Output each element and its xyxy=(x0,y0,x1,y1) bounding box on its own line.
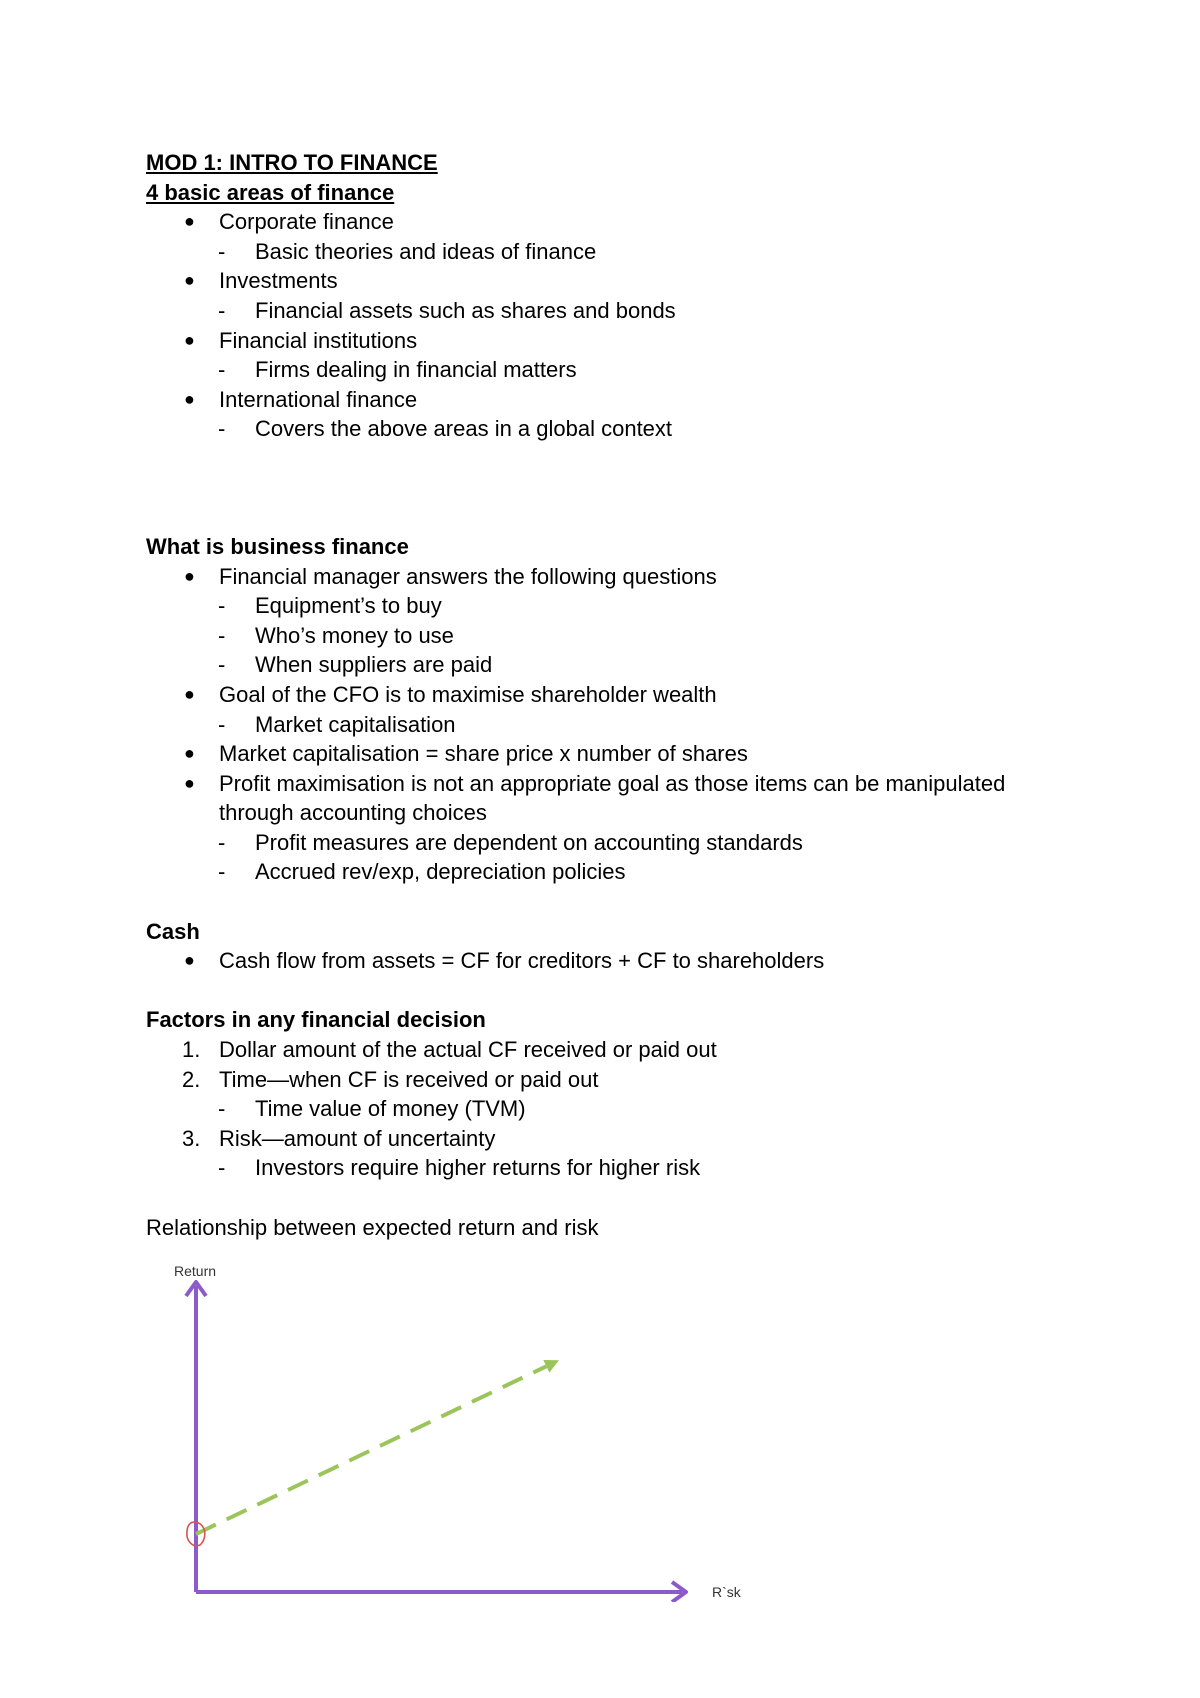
spacer xyxy=(146,1183,1066,1213)
dash-icon: - xyxy=(218,829,226,855)
sub-list-item: - Basic theories and ideas of finance xyxy=(146,237,1066,267)
sub-list-item: - Firms dealing in financial matters xyxy=(146,355,1066,385)
list-item: ● Cash flow from assets = CF for creditors + CF to shareholders xyxy=(146,946,1066,976)
dash-icon: - xyxy=(218,297,226,323)
sub-list-item: - Time value of money (TVM) xyxy=(146,1094,1066,1124)
list-item: ● Corporate finance xyxy=(146,207,1066,237)
dash-icon: - xyxy=(218,357,226,383)
list-item: ● Profit maximisation is not an appropriate goal as those items can be manipulated xyxy=(146,769,1066,799)
section-heading-factors: Factors in any financial decision xyxy=(146,1007,486,1033)
section-heading-basic-areas: 4 basic areas of finance xyxy=(146,179,395,205)
dash-icon: - xyxy=(218,622,226,648)
dash-icon: - xyxy=(218,1096,226,1122)
sub-list-item: - Financial assets such as shares and bonds xyxy=(146,296,1066,326)
risk-return-chart xyxy=(160,1262,760,1602)
bullet-icon: ● xyxy=(184,270,195,291)
number-marker: 3. xyxy=(182,1125,201,1151)
dash-icon: - xyxy=(218,238,226,264)
bullet-icon: ● xyxy=(184,565,195,586)
page-title: MOD 1: INTRO TO FINANCE xyxy=(146,150,438,175)
bullet-icon: ● xyxy=(184,950,195,971)
list-item: ● Financial manager answers the following questions xyxy=(146,562,1066,592)
spacer xyxy=(146,444,1066,532)
document-body xyxy=(146,148,1066,1242)
bullet-icon: ● xyxy=(184,388,195,409)
sub-list-item: - Investors require higher returns for higher risk xyxy=(146,1153,1066,1183)
y-axis-label: Return xyxy=(174,1263,217,1279)
dash-icon: - xyxy=(218,652,226,678)
sub-list-item: - Equipment’s to buy xyxy=(146,591,1066,621)
dash-icon: - xyxy=(218,1155,226,1181)
bullet-icon: ● xyxy=(184,683,195,704)
sub-list-item: - Accrued rev/exp, depreciation policies xyxy=(146,857,1066,887)
chart-caption: Relationship between expected return and risk xyxy=(146,1214,599,1240)
list-item: ● Market capitalisation = share price x number of shares xyxy=(146,739,1066,769)
section-heading-cash: Cash xyxy=(146,918,200,944)
bullet-icon: ● xyxy=(184,772,195,793)
section-heading-business-finance: What is business finance xyxy=(146,533,409,559)
bullet-icon: ● xyxy=(184,211,195,232)
list-item: ● Investments xyxy=(146,266,1066,296)
list-item: ● International finance xyxy=(146,385,1066,415)
numbered-item: 1. Dollar amount of the actual CF received or paid out xyxy=(146,1035,1066,1065)
x-axis-label: R`sk xyxy=(712,1584,741,1600)
series-line-risk-return xyxy=(196,1366,546,1534)
sub-list-item: - Covers the above areas in a global context xyxy=(146,414,1066,444)
number-marker: 2. xyxy=(182,1066,201,1092)
list-item: ● Goal of the CFO is to maximise shareholder wealth xyxy=(146,680,1066,710)
sub-list-item: - When suppliers are paid xyxy=(146,650,1066,680)
list-item-continuation: through accounting choices xyxy=(219,800,487,826)
dash-icon: - xyxy=(218,859,226,885)
dash-icon: - xyxy=(218,593,226,619)
numbered-item: 2. Time—when CF is received or paid out xyxy=(146,1065,1066,1095)
bullet-icon: ● xyxy=(184,329,195,350)
dash-icon: - xyxy=(218,711,226,737)
bullet-icon: ● xyxy=(184,743,195,764)
dash-icon: - xyxy=(218,416,226,442)
sub-list-item: - Profit measures are dependent on accounting standards xyxy=(146,828,1066,858)
number-marker: 1. xyxy=(182,1037,201,1063)
spacer xyxy=(146,976,1066,1006)
list-item: ● Financial institutions xyxy=(146,326,1066,356)
spacer xyxy=(146,887,1066,917)
sub-list-item: - Who’s money to use xyxy=(146,621,1066,651)
sub-list-item: - Market capitalisation xyxy=(146,710,1066,740)
numbered-item: 3. Risk—amount of uncertainty xyxy=(146,1124,1066,1154)
